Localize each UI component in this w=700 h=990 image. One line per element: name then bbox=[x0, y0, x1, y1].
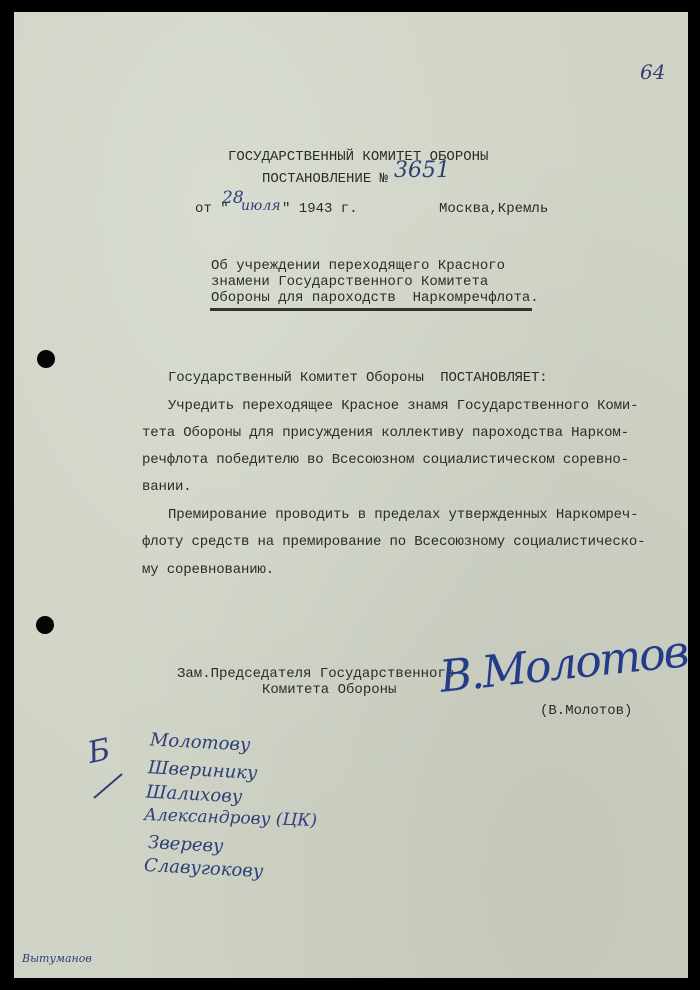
subject-underline bbox=[210, 308, 532, 311]
body-line: речфлота победителю во Всесоюзном социалистическом соревно- bbox=[142, 452, 629, 468]
binder-hole bbox=[36, 616, 54, 634]
date-day: 28 bbox=[222, 188, 244, 208]
date-month: июля bbox=[241, 198, 281, 214]
resolution-label: ПОСТАНОВЛЕНИЕ № bbox=[262, 171, 389, 187]
date-prefix: от " bbox=[195, 201, 229, 217]
body-line: Премирование проводить в пределах утвержденных Наркомреч- bbox=[168, 507, 639, 523]
footer-note: Вытуманов bbox=[22, 952, 92, 965]
signatory-title: Комитета Обороны bbox=[262, 682, 397, 698]
distribution-name: Звереву bbox=[147, 832, 224, 857]
distribution-name: Славугокову bbox=[143, 854, 264, 883]
distribution-name: Молотову bbox=[149, 729, 251, 756]
handwritten-signature: В.Молотов bbox=[437, 626, 690, 703]
distribution-name: Шалихову bbox=[145, 781, 243, 808]
signatory-title: Зам.Председателя Государственного bbox=[177, 666, 455, 682]
body-line: вании. bbox=[142, 479, 192, 495]
resolution-number: 3651 bbox=[394, 158, 450, 183]
distribution-name: Шверинику bbox=[147, 757, 258, 784]
distribution-name: Александрову (ЦК) bbox=[143, 804, 318, 832]
body-line: тета Обороны для присуждения коллективу пароходства Нарком- bbox=[142, 425, 629, 441]
binder-hole bbox=[37, 350, 55, 368]
committee-title: ГОСУДАРСТВЕННЫЙ КОМИТЕТ ОБОРОНЫ bbox=[228, 149, 489, 165]
page-number: 64 bbox=[640, 60, 666, 84]
body-line: Учредить переходящее Красное знамя Государственного Коми- bbox=[168, 398, 639, 414]
body-line: му соревнованию. bbox=[142, 562, 275, 578]
subject-line: знамени Государственного Комитета bbox=[211, 274, 489, 290]
distribution-mark-stroke bbox=[88, 766, 128, 806]
signatory-name: (В.Молотов) bbox=[540, 703, 633, 719]
body-line: флоту средств на премирование по Всесоюзному социалистическо- bbox=[142, 534, 646, 550]
document-page bbox=[14, 12, 688, 978]
distribution-mark: Б bbox=[84, 732, 114, 771]
place: Москва,Кремль bbox=[439, 201, 549, 217]
date-suffix: " 1943 г. bbox=[282, 201, 358, 217]
subject-line: Об учреждении переходящего Красного bbox=[211, 258, 506, 274]
body-line: Государственный Комитет Обороны ПОСТАНОВЛЯЕТ: bbox=[168, 370, 548, 386]
subject-line: Обороны для пароходств Наркомречфлота. bbox=[211, 290, 539, 306]
